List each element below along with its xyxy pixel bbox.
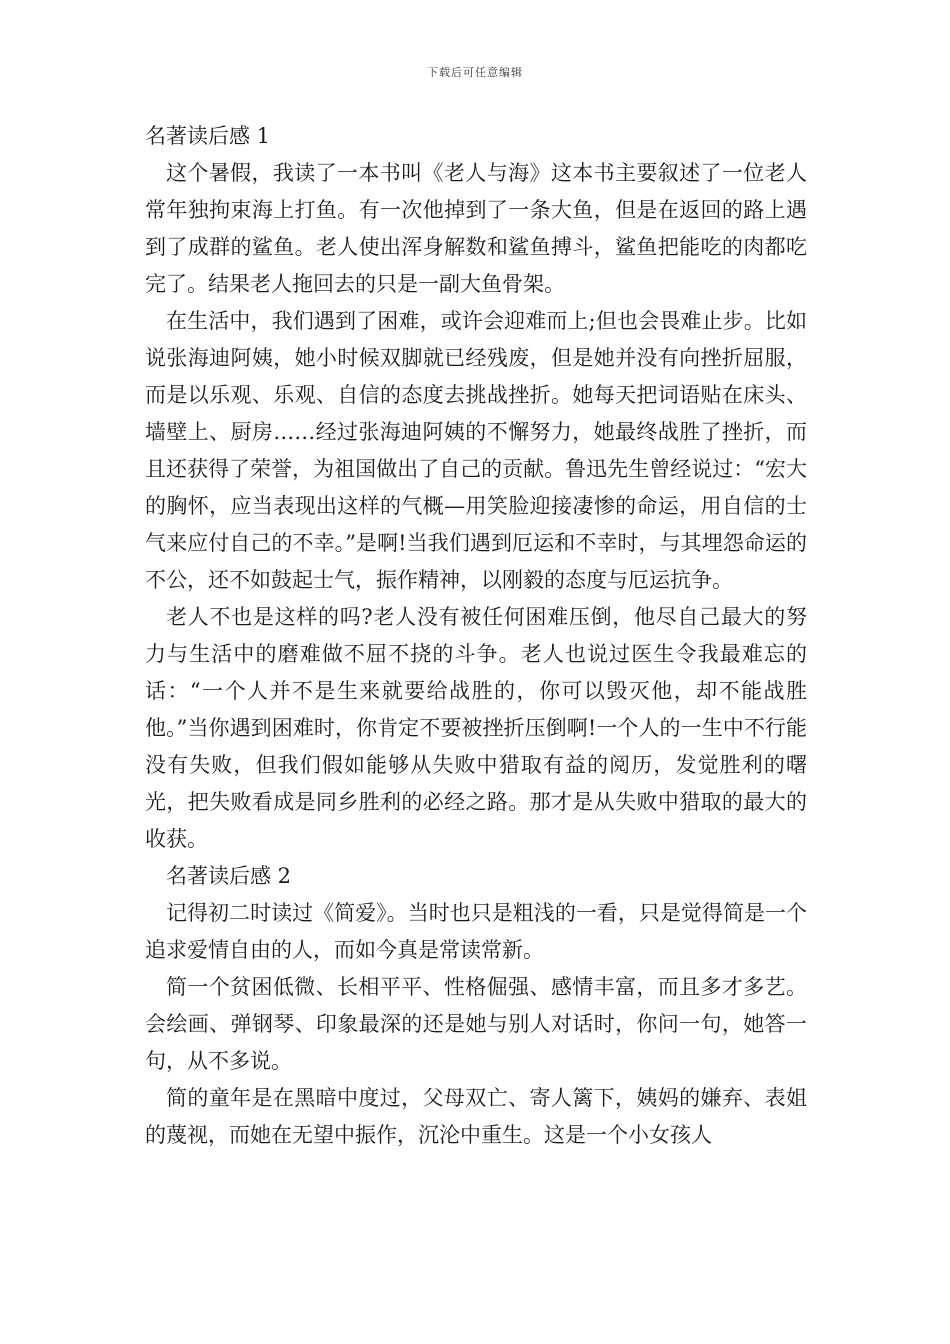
- document-body: [145, 118, 807, 1154]
- page-header-note: 下载后可任意编辑: [427, 66, 523, 79]
- paragraph: 这个暑假，我读了一本书叫《老人与海》这本书主要叙述了一位老人常年独拘束海上打鱼。有一次他掉到了一条大鱼，但是在返回的路上遇到了成群的鲨鱼。老人使出浑身解数和鲨鱼搏斗，鲨鱼把能吃的肉都吃完了。结果老人拖回去的只是一副大鱼骨架。: [145, 161, 807, 296]
- section-title-1: 名著读后感 1: [145, 124, 271, 148]
- paragraph: 简一个贫困低微、长相平平、性格倔强、感情丰富，而且多才多艺。会绘画、弹钢琴、印象最深的还是她与别人对话时，你问一句，她答一句，从不多说。: [145, 975, 807, 1073]
- paragraph: 老人不也是这样的吗?老人没有被任何困难压倒，他尽自己最大的努力与生活中的磨难做不屈不挠的斗争。老人也说过医生令我最难忘的话：“一个人并不是生来就要给战胜的，你可以毁灭他，却不能战胜他。”当你遇到困难时，你肯定不要被挫折压倒啊!一个人的一生中不行能没有失败，但我们假如能够从失败中猎取有益的阅历，发觉胜利的曙光，把失败看成是同乡胜利的必经之路。那才是从失败中猎取的最大的收获。: [145, 605, 807, 851]
- paragraph: 在生活中，我们遇到了困难，或许会迎难而上;但也会畏难止步。比如说张海迪阿姨，她小时候双脚就已经残废，但是她并没有向挫折屈服，而是以乐观、乐观、自信的态度去挑战挫折。她每天把词语贴在床头、墙壁上、厨房……经过张海迪阿姨的不懈努力，她最终战胜了挫折，而且还获得了荣誉，为祖国做出了自己的贡献。鲁迅先生曾经说过：“宏大的胸怀，应当表现出这样的气概—用笑脸迎接凄惨的命运，用自信的士气来应付自己的不幸。”是啊!当我们遇到厄运和不幸时，与其埋怨命运的不公，还不如鼓起士气，振作精神，以刚毅的态度与厄运抗争。: [145, 309, 807, 592]
- paragraph: 简的童年是在黑暗中度过，父母双亡、寄人篱下，姨妈的嫌弃、表姐的蔑视，而她在无望中振作，沉沦中重生。这是一个小女孩人: [145, 1086, 807, 1147]
- paragraph: 记得初二时读过《简爱》。当时也只是粗浅的一看，只是觉得简是一个追求爱情自由的人，而如今真是常读常新。: [145, 901, 807, 962]
- section-title-2: 名著读后感 2: [166, 864, 292, 888]
